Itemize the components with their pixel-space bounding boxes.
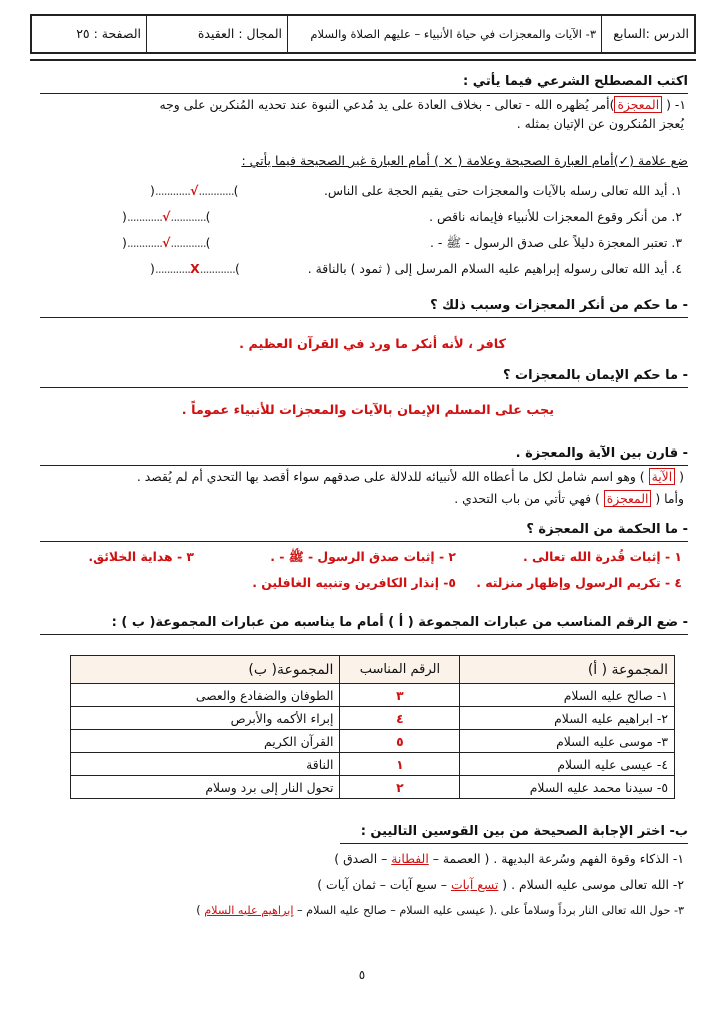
q2-dots: ............ [170,209,206,224]
q8-q2-options: – سبع آيات – ثمان آيات ) [317,877,448,892]
q3-answer: كافر ، لأنه أنكر ما ورد في القرآن العظيم . [239,337,506,352]
q2-dots: ............ [154,183,191,198]
q8-line1 [334,849,684,869]
group-b-cell: القرآن الكريم [71,730,340,753]
q2-heading-text: ضع علامة (✓)أمام العبارة الصحيحة وعلامة ( × ) أمام العبارة غير الصحيحة فيما يأتي : [241,153,688,168]
column-header-group-b: المجموعة( ب) [71,656,340,684]
q5-prefix: وأما ( [655,491,684,506]
q2-answer-3 [122,233,210,253]
column-header-group-a: المجموعة ( أ) [460,656,675,684]
header-divider [287,16,288,52]
header-lesson: الدرس :السابع [613,26,689,41]
q3-heading-text: - ما حكم من أنكر المعجزات وسبب ذلك ؟ [430,298,688,313]
number-cell: ٥ [340,730,460,753]
q8-q2-answer: تسع آيات [450,877,499,892]
q1-line1 [159,95,686,115]
check-mark-icon: √ [190,183,199,198]
q8-line3 [196,901,684,921]
header-underline [30,59,696,61]
group-a-cell: ١- صالح عليه السلام [460,684,675,707]
q2-item-4: ٤. أيد الله تعالى رسوله إبراهيم عليه السلام المرسل إلى ( ثمود ) بالناقة . [307,261,682,276]
q5-line2 [454,489,684,509]
q2-close-paren: ) [122,209,127,224]
q8-heading [340,822,688,844]
q2-open-paren: ( [205,209,211,224]
q2-heading [40,151,688,173]
q5-term-mujiza: المعجزة [604,490,652,507]
q7-heading [40,613,688,635]
group-a-cell: ٥- سيدنا محمد عليه السلام [460,776,675,799]
q1-definition: )أمر يُظهره الله - تعالى - بخلاف العادة على يد مُدعي النبوة عند تحديه المُنكرين على وجه [159,97,615,112]
q8-q3-close: ) [196,904,201,917]
page-number: ٥ [358,968,366,982]
q2-close-paren: ) [150,261,155,276]
matching-table [70,655,675,799]
q4-heading [40,366,688,388]
q5-line1 [137,467,684,487]
q2-close-paren: ) [150,183,155,198]
q1-heading [40,72,688,94]
q3-heading [40,296,688,318]
q8-q1-answer: الفطانة [391,851,429,866]
q2-dots: ............ [126,235,163,250]
q6-answer-3: ٣ - هداية الخلائق. [88,549,194,564]
cross-mark-icon: X [190,261,200,276]
q2-answer-4 [150,259,240,279]
q4-heading-text: - ما حكم الإيمان بالمعجزات ؟ [502,368,688,383]
q6-answer-2: ٢ - إثبات صدق الرسول - ﷺ - . [270,549,456,564]
group-b-cell: الطوفان والضفادع والعصى [71,684,340,707]
table-row [71,776,675,799]
q2-open-paren: ( [233,183,239,198]
q5-heading [40,444,688,466]
table-header-row [71,656,675,684]
q5-mujiza-definition: ) فهي تأتي من باب التحدي . [454,491,600,506]
q5-ayah-definition: ) وهو اسم شامل لكل ما أعطاه الله لأنبيائه للدلالة على صدقهم سواء أقصد بها التحدي أم لم يُقصد . [136,469,645,484]
q1-line2: يُعجز المُنكرون عن الإتيان بمثله . [516,116,684,131]
q2-close-paren: ) [122,235,127,250]
number-cell: ٢ [340,776,460,799]
q8-heading-text: ب- اختر الإجابة الصحيحة من بين القوسين التاليين : [360,824,688,839]
q2-dots: ............ [154,261,191,276]
q2-answer-1 [150,181,238,201]
q2-answer-2 [122,207,210,227]
group-b-cell: الناقة [71,753,340,776]
table-row [71,707,675,730]
column-header-number: الرقم المناسب [340,656,460,684]
q5-heading-text: - قارن بين الآية والمعجزة . [515,446,688,461]
q2-dots: ............ [170,235,206,250]
q5-term-ayah: الآية [649,468,676,485]
check-mark-icon: √ [162,209,171,224]
q4-answer: يجب على المسلم الإيمان بالآيات والمعجزات للأنبياء عموماً . [181,403,554,418]
table-row [71,730,675,753]
q6-answer-5: ٥- إنذار الكافرين وتنبيه الغافلين . [252,575,456,590]
q2-dots: ............ [198,183,234,198]
header-title: ٣- الآيات والمعجزات في حياة الأنبياء – عليهم الصلاة والسلام [310,27,596,41]
q6-heading-text: - ما الحكمة من المعجزة ؟ [526,522,688,537]
q2-dots: ............ [199,261,235,276]
q8-q2-text: ٢- الله تعالى موسى عليه السلام . ( [502,877,684,892]
table-row [71,684,675,707]
number-cell: ١ [340,753,460,776]
q2-open-paren: ( [234,261,240,276]
header-divider [146,16,147,52]
group-b-cell: تحول النار إلى برد وسلام [71,776,340,799]
q8-q3-answer: إبراهيم عليه السلام [204,904,294,917]
q6-answer-1: ١ - إثبات قُدرة الله تعالى . [522,549,682,564]
table-row [71,753,675,776]
q1-term: المعجزة [614,96,662,113]
header-divider [601,16,602,52]
group-a-cell: ٢- ابراهيم عليه السلام [460,707,675,730]
number-cell: ٤ [340,707,460,730]
q7-heading-text: - ضع الرقم المناسب من عبارات المجموعة ( أ ) أمام ما يناسبه من عبارات المجموعة( ب ) : [111,615,688,630]
q2-item-1: ١. أيد الله تعالى رسله بالآيات والمعجزات حتى يقيم الحجة على الناس. [323,183,682,198]
header-field: المجال : العقيدة [197,26,282,41]
q2-item-2: ٢. من أنكر وقوع المعجزات للأنبياء فإيمانه ناقص . [429,209,682,224]
group-b-cell: إبراء الأكمه والأبرص [71,707,340,730]
group-a-cell: ٣- موسى عليه السلام [460,730,675,753]
header-page: الصفحة : ٢٥ [76,26,141,41]
q8-q3-text: ٣- حول الله تعالى النار برداً وسلاماً على .( عيسى عليه السلام – صالح عليه السلام – [297,904,684,917]
q2-item-3: ٣. تعتبر المعجزة دليلاً على صدق الرسول - ﷺ - . [430,235,682,250]
q6-answer-4: ٤ - تكريم الرسول وإظهار منزلته . [476,575,682,590]
header-table [30,14,696,54]
q1-heading-text: اكتب المصطلح الشرعي فيما يأتي : [462,74,688,89]
q6-heading [40,520,688,542]
check-mark-icon: √ [162,235,171,250]
q8-q1-text: ١- الذكاء وقوة الفهم وسُرعة البديهة . ( العصمة – [432,851,684,866]
q2-open-paren: ( [205,235,211,250]
q8-line2 [317,875,684,895]
number-cell: ٣ [340,684,460,707]
q1-prefix: ١- ( [666,97,686,112]
group-a-cell: ٤- عيسى عليه السلام [460,753,675,776]
q5-open-paren: ( [679,469,684,484]
q8-q1-options: – الصدق ) [334,851,388,866]
q2-dots: ............ [126,209,163,224]
